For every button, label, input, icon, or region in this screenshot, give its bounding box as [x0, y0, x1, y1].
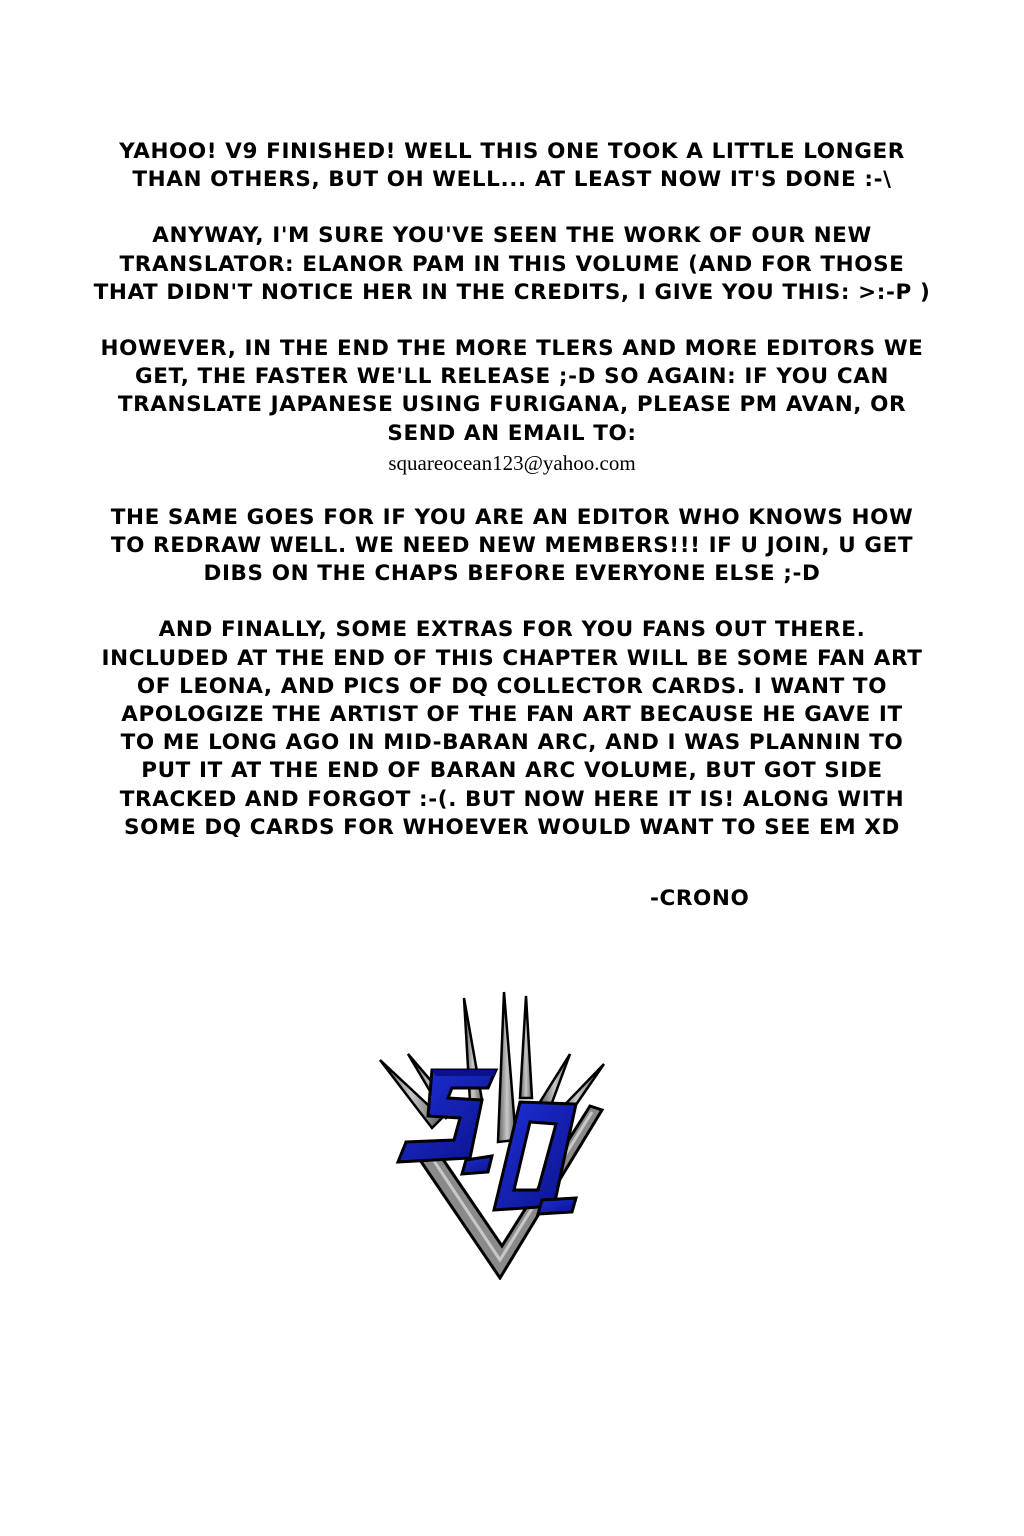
logo-underline: [538, 1198, 576, 1214]
paragraph-extras: [80, 616, 944, 842]
text-line: YAHOO! V9 FINISHED! WELL THIS ONE TOOK A LITTLE LONGER: [119, 139, 905, 164]
text-line: PUT IT AT THE END OF BARAN ARC VOLUME, BUT GOT SIDE: [141, 758, 883, 784]
text-line: THAT DIDN'T NOTICE HER IN THE CREDITS, I GIVE YOU THIS: >:-P ): [93, 279, 931, 305]
paragraph-new-translator: [80, 222, 944, 307]
text-line: TRANSLATOR: ELANOR PAM IN THIS VOLUME (AND FOR THOSE: [119, 251, 905, 277]
logo-letter-s: [398, 1070, 496, 1162]
paragraph-v9-finished: [80, 138, 944, 194]
group-logo: [370, 990, 630, 1280]
text-line: APOLOGIZE THE ARTIST OF THE FAN ART BECAUSE HE GAVE IT: [121, 702, 903, 728]
text-line: TO ME LONG AGO IN MID-BARAN ARC, AND I WAS PLANNIN TO: [120, 730, 904, 756]
translator-notes: [80, 138, 944, 842]
text-line: ANYWAY, I'M SURE YOU'VE SEEN THE WORK OF OUR NEW: [152, 223, 872, 249]
logo-dot: [462, 1156, 492, 1174]
signature: -CRONO: [650, 886, 750, 911]
text-line: HOWEVER, IN THE END THE MORE TLERS AND MORE EDITORS WE: [100, 336, 924, 362]
text-line: TRACKED AND FORGOT :-(. BUT NOW HERE IT IS! ALONG WITH: [119, 786, 905, 812]
paragraph-recruit-editors: [80, 504, 944, 589]
text-line: TO REDRAW WELL. WE NEED NEW MEMBERS!!! IF U JOIN, U GET: [110, 533, 914, 559]
contact-email[interactable]: squareocean123@yahoo.com: [388, 450, 636, 475]
text-line: OF LEONA, AND PICS OF DQ COLLECTOR CARDS. I WANT TO: [136, 673, 888, 699]
text-line: THE SAME GOES FOR IF YOU ARE AN EDITOR WHO KNOWS HOW: [110, 504, 914, 530]
text-line: SOME DQ CARDS FOR WHOEVER WOULD WANT TO SEE EM XD: [124, 814, 900, 840]
text-line: AND FINALLY, SOME EXTRAS FOR YOU FANS OUT THERE.: [158, 617, 866, 643]
paragraph-recruit-translators: [80, 335, 944, 448]
text-line: SEND AN EMAIL TO:: [387, 420, 637, 446]
text-line: DIBS ON THE CHAPS BEFORE EVERYONE ELSE ;-D: [203, 561, 821, 587]
text-line: TRANSLATE JAPANESE USING FURIGANA, PLEASE PM AVAN, OR: [117, 392, 907, 418]
text-line: INCLUDED AT THE END OF THIS CHAPTER WILL BE SOME FAN ART: [101, 645, 923, 671]
text-line: GET, THE FASTER WE'LL RELEASE ;-D SO AGAIN: IF YOU CAN: [134, 364, 890, 390]
text-line: THAN OTHERS, BUT OH WELL... AT LEAST NOW IT'S DONE :-\: [132, 167, 892, 193]
